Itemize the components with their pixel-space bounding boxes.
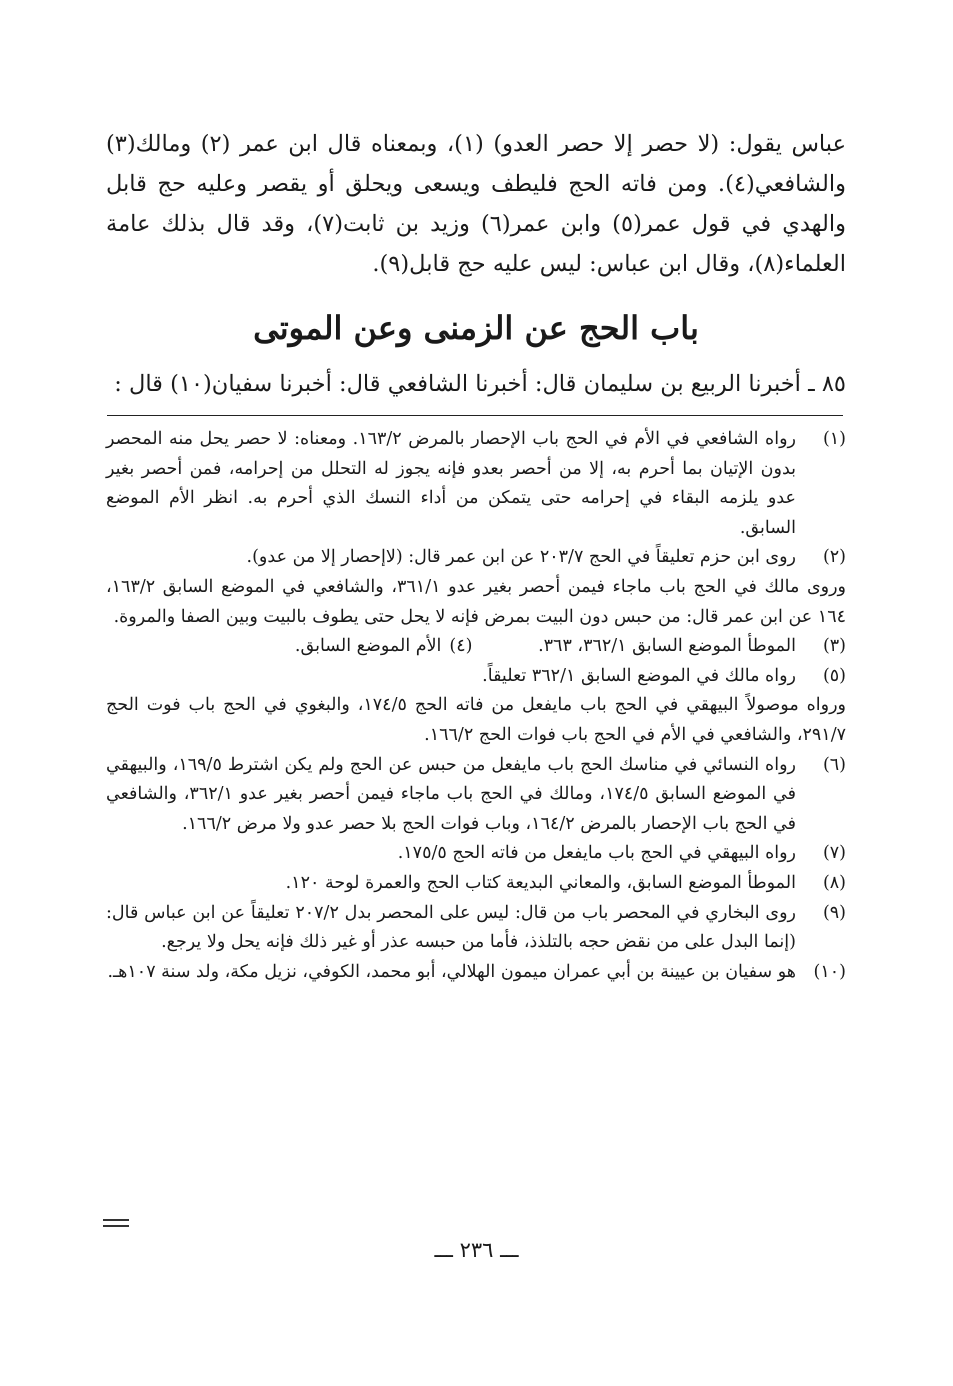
footnote-text: روى البخاري في المحصر باب من قال: ليس على المحصر بدل ٢٠٧/٢ تعليقاً عن ابن عباس قال: (إنما البدل على من نقض حجه بالتلذذ، فأما من حبسه عذر أو غير ذلك فإنه يحل ولا يرجع. <box>106 902 796 953</box>
footnote-number: (٣) <box>822 636 846 657</box>
footnote-2 <box>106 543 846 573</box>
footnote-3-4 <box>106 632 846 662</box>
footnote-1 <box>106 425 846 543</box>
footnote-text: الموطأ الموضع السابق، والمعاني البديعة كتاب الحج والعمرة لوحة ١٢٠. <box>285 872 796 893</box>
footnote-5 <box>106 662 846 692</box>
footnote-number: (١) <box>822 429 846 449</box>
narration-line: ٨٥ ـ أخبرنا الربيع بن سليمان قال: أخبرنا الشافعي قال: أخبرنا سفيان(١٠) قال : <box>114 371 846 397</box>
footnotes-end-mark <box>103 1219 129 1227</box>
footnote-number: (٥) <box>822 665 846 686</box>
main-paragraph: عباس يقول: (لا حصر إلا حصر العدو) (١)، وبمعناه قال ابن عمر (٢) ومالك(٣) والشافعي(٤). ومن فاته الحج فليطف ويسعى ويحلق أو يقصر وعليه حج قابل والهدي في قول عمر(٥) وابن عمر(٦) وزيد بن ثابت(٧)، وقد قال بذلك عامة العلماء(٨)، وقال ابن عباس: ليس عليه حج قابل(٩). <box>106 131 846 277</box>
footnote-number: (٩) <box>822 902 846 923</box>
footnote-divider <box>107 415 843 416</box>
footnote-number: (٢) <box>822 547 846 568</box>
footnote-text: الأم الموضع السابق. <box>294 636 442 657</box>
footnote-number: (٧) <box>822 843 846 864</box>
footnote-number: (٨) <box>822 872 846 893</box>
footnote-6 <box>106 751 846 840</box>
footnote-8 <box>106 869 846 899</box>
page-number: ـــ ٢٣٦ ـــ <box>434 1238 519 1262</box>
footnote-2-continuation: وروى مالك في الحج باب ماجاء فيمن أحصر بغير عدو ٣٦١/١، والشافعي في الموضع السابق ١٦٣/٢، ١٦٤ عن ابن عمر قال: من حبس دون البيت بمرض فإنه لا يحل حتى يطوف بالبيت وبين الصفا والمروة. <box>106 576 847 627</box>
footnote-number: (٤) <box>449 636 473 657</box>
footnote-text: الموطأ الموضع السابق ٣٦٢/١، ٣٦٣. <box>538 636 796 657</box>
footnote-text: رواه النسائي في مناسك الحج باب مايفعل من حبس عن الحج ولم يكن اشترط ١٦٩/٥، والبيهقي في الموضع السابق ١٧٤/٥، ومالك في الحج باب ماجاء فيمن أحصر بغير عدو ٣٦٢/١، والشافعي في الحج باب الإحصار بالمرض ١٦٤/٢، وباب فوات الحج بلا حصر عدو ولا مرض ١٦٦/٢. <box>106 754 796 834</box>
main-text-block <box>106 124 846 284</box>
footnote-number: (١٠) <box>813 961 846 982</box>
chapter-title: باب الحج عن الزمنى وعن الموتى <box>253 309 699 347</box>
footnote-text: روى ابن حزم تعليقاً في الحج ٢٠٣/٧ عن ابن عمر قال: (لاإحصار إلا من عدو). <box>246 547 796 568</box>
footnotes-section <box>106 425 846 987</box>
footnote-text: هو سفيان بن عيينة بن أبي عمران ميمون الهلالي، أبو محمد، الكوفي، نزيل مكة، ولد سنة ١٠٧هـ. <box>107 961 796 982</box>
footnote-5-continuation: ورواه موصولاً البيهقي في الحج باب مايفعل من فاته الحج ١٧٤/٥، والبغوي في الحج باب فوت الحج ٢٩١/٧، والشافعي في الأم في الحج باب فوات الحج ١٦٦/٢. <box>106 695 846 745</box>
footnote-9 <box>106 899 846 958</box>
footnote-number: (٦) <box>822 754 846 775</box>
footnote-7 <box>106 839 846 869</box>
footnote-text: رواه البيهقي في الحج باب مايفعل من فاته الحج ١٧٥/٥. <box>397 843 796 864</box>
footnote-text: رواه مالك في الموضع السابق ٣٦٢/١ تعليقاً. <box>482 665 796 686</box>
footnote-4 <box>295 636 473 656</box>
footnote-10 <box>106 958 846 988</box>
footnote-text: رواه الشافعي في الأم في الحج باب الإحصار بالمرض ١٦٣/٢. ومعناه: لا حصر يحل منه المحصر بدون الإتيان بما أحرم به، إلا من أحصر بعدو فإنه يجوز له التحلل من إحرامه، فمن أحصر بغير عدو يلزمه البقاء في إحرامه حتى يتمكن من أداء النسك الذي أحرم به. انظر الأم الموضع السابق. <box>106 429 796 538</box>
